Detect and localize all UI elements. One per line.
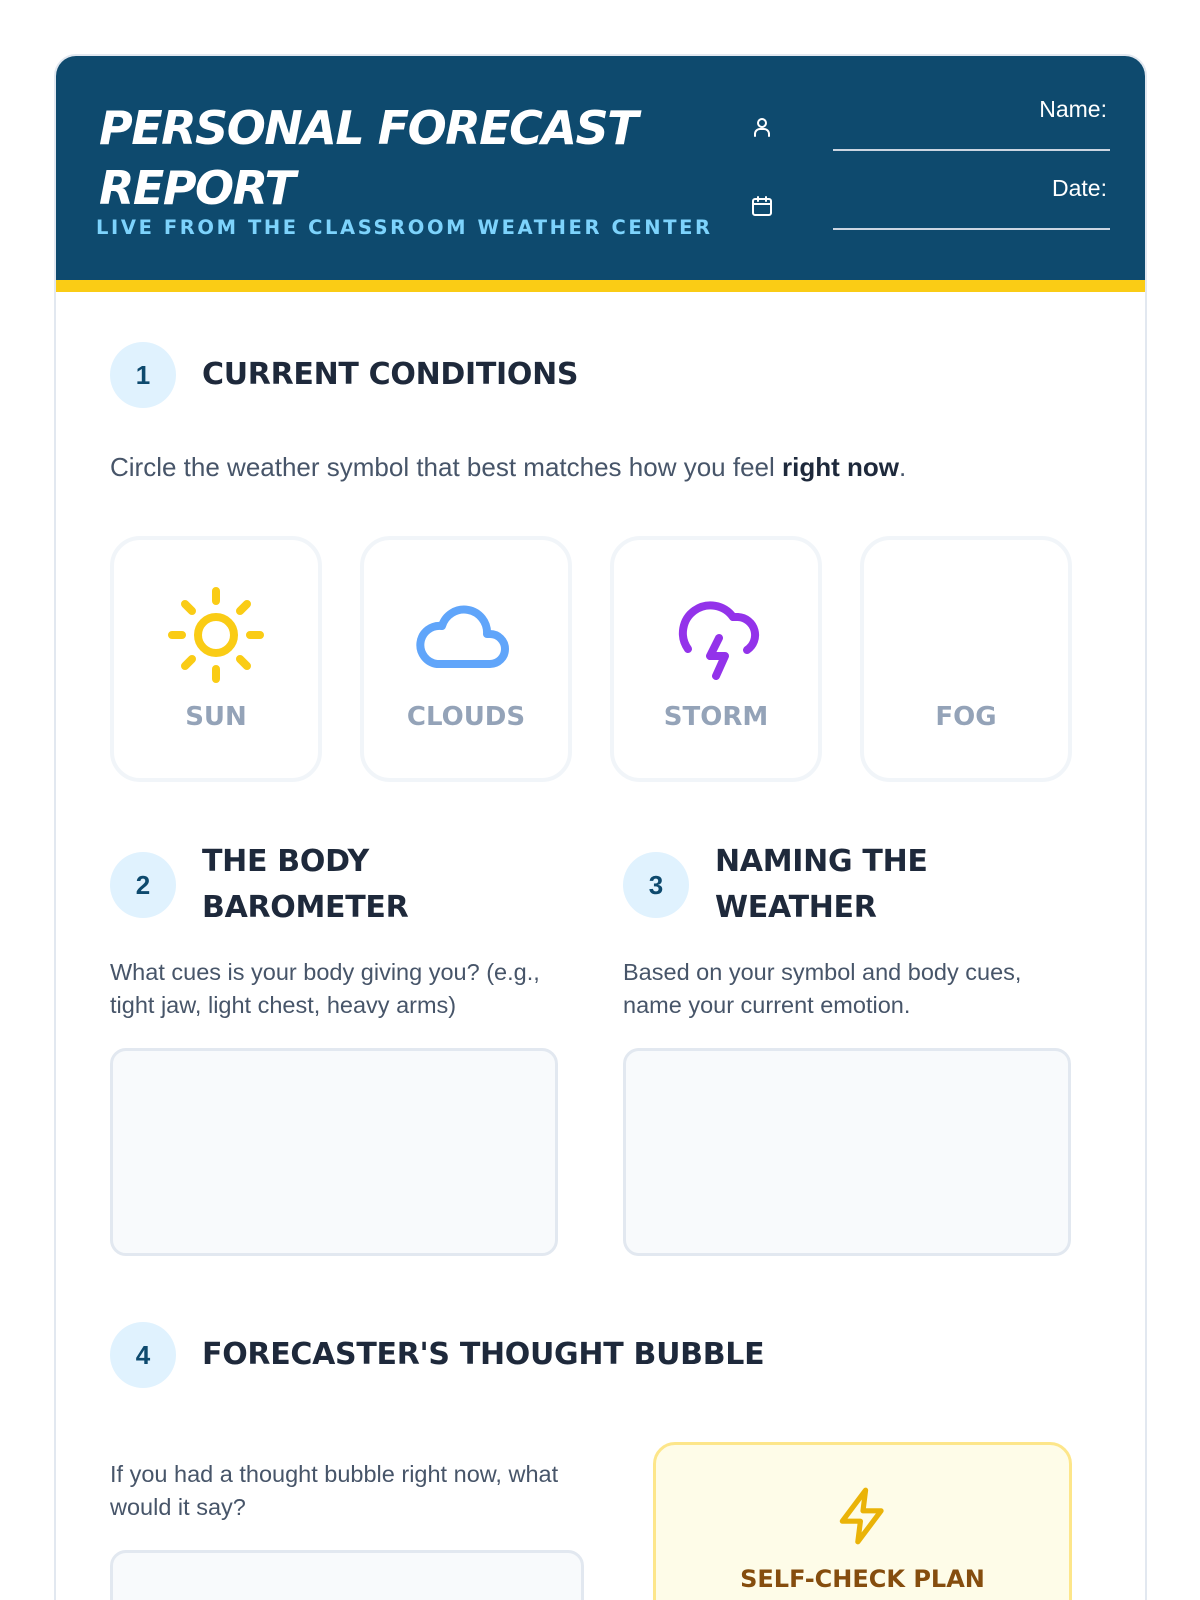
self-check-plan-box xyxy=(653,1442,1072,1600)
weather-option-sun[interactable] xyxy=(110,536,322,782)
emotion-answer-box[interactable] xyxy=(623,1048,1071,1256)
section-1-instructions xyxy=(110,452,906,483)
page-title: PERSONAL FORECAST REPORT xyxy=(99,101,637,215)
instruction-emphasis: right now xyxy=(782,452,899,482)
thought-bubble-answer-box[interactable] xyxy=(110,1550,584,1600)
weather-label-fog: FOG xyxy=(935,702,997,732)
weather-option-fog[interactable] xyxy=(860,536,1072,782)
user-icon xyxy=(750,115,774,139)
name-field[interactable] xyxy=(833,149,1110,151)
date-label: Date: xyxy=(1052,175,1107,201)
self-check-plan-title: SELF-CHECK PLAN xyxy=(740,1565,985,1593)
report-header xyxy=(56,56,1145,280)
calendar-icon xyxy=(750,194,774,218)
storm-icon xyxy=(661,580,771,690)
fog-icon xyxy=(911,580,1021,690)
body-cues-answer-box[interactable] xyxy=(110,1048,558,1256)
instruction-text: Circle the weather symbol that best matches how you feel xyxy=(110,452,782,482)
section-1-title: CURRENT CONDITIONS xyxy=(202,357,579,392)
section-2-description: What cues is your body giving you? (e.g., tight jaw, light chest, heavy arms) xyxy=(110,959,540,1018)
instruction-end: . xyxy=(898,452,907,482)
section-2-badge: 2 xyxy=(110,852,176,918)
name-label: Name: xyxy=(1039,96,1107,122)
cloud-icon xyxy=(411,580,521,690)
weather-option-clouds[interactable] xyxy=(360,536,572,782)
section-4-description: If you had a thought bubble right now, what would it say? xyxy=(110,1461,559,1520)
section-4-badge: 4 xyxy=(110,1322,176,1388)
worksheet-card xyxy=(54,54,1147,1600)
section-2-title: THE BODY BAROMETER xyxy=(202,844,409,925)
lightning-icon xyxy=(832,1485,894,1547)
weather-label-clouds: CLOUDS xyxy=(406,702,526,732)
section-3-badge: 3 xyxy=(623,852,689,918)
section-3-title: NAMING THE WEATHER xyxy=(715,844,928,925)
section-1-badge: 1 xyxy=(110,342,176,408)
weather-label-storm: STORM xyxy=(663,702,769,732)
page-subtitle: LIVE FROM THE CLASSROOM WEATHER CENTER xyxy=(96,216,713,239)
section-3-description: Based on your symbol and body cues, name your current emotion. xyxy=(623,959,1022,1018)
section-4-title: FORECASTER'S THOUGHT BUBBLE xyxy=(202,1337,765,1372)
header-accent-stripe xyxy=(56,280,1145,292)
date-field[interactable] xyxy=(833,228,1110,230)
weather-option-storm[interactable] xyxy=(610,536,822,782)
sun-icon xyxy=(161,580,271,690)
weather-label-sun: SUN xyxy=(185,702,247,732)
